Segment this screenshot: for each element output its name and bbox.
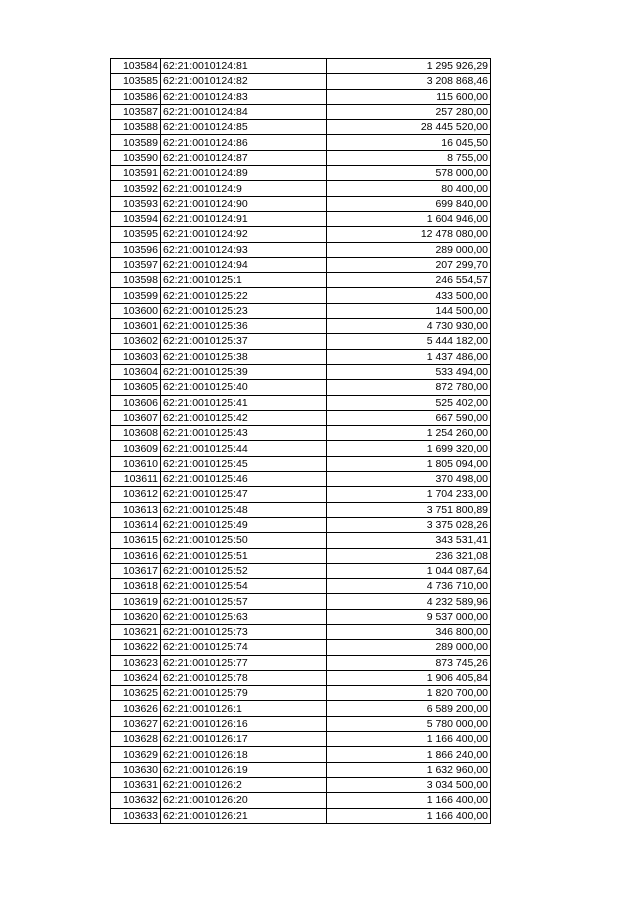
table-row: [111, 701, 491, 716]
value-cell: 144 500,00: [327, 303, 491, 318]
table-row: [111, 609, 491, 624]
value-cell: 1 866 240,00: [327, 747, 491, 762]
value-cell: 667 590,00: [327, 410, 491, 425]
value-cell: 699 840,00: [327, 196, 491, 211]
table-row: [111, 257, 491, 272]
row-id-cell: 103596: [111, 242, 161, 257]
row-id-cell: 103599: [111, 288, 161, 303]
cadastral-number-cell: 62:21:0010125:46: [161, 472, 327, 487]
cadastral-number-cell: 62:21:0010124:92: [161, 227, 327, 242]
value-cell: 6 589 200,00: [327, 701, 491, 716]
value-cell: 80 400,00: [327, 181, 491, 196]
row-id-cell: 103630: [111, 762, 161, 777]
value-cell: 1 295 926,29: [327, 59, 491, 74]
table-row: [111, 59, 491, 74]
cadastral-number-cell: 62:21:0010126:17: [161, 732, 327, 747]
row-id-cell: 103597: [111, 257, 161, 272]
table-row: [111, 211, 491, 226]
row-id-cell: 103618: [111, 579, 161, 594]
row-id-cell: 103607: [111, 410, 161, 425]
table-row: [111, 196, 491, 211]
row-id-cell: 103628: [111, 732, 161, 747]
table-row: [111, 166, 491, 181]
value-cell: 9 537 000,00: [327, 609, 491, 624]
value-cell: 578 000,00: [327, 166, 491, 181]
value-cell: 115 600,00: [327, 89, 491, 104]
cadastral-number-cell: 62:21:0010125:49: [161, 517, 327, 532]
row-id-cell: 103601: [111, 319, 161, 334]
table-row: [111, 762, 491, 777]
table-row: [111, 487, 491, 502]
cadastral-number-cell: 62:21:0010125:44: [161, 441, 327, 456]
cadastral-number-cell: 62:21:0010124:81: [161, 59, 327, 74]
value-cell: 3 034 500,00: [327, 777, 491, 792]
row-id-cell: 103621: [111, 624, 161, 639]
cadastral-number-cell: 62:21:0010125:50: [161, 533, 327, 548]
cadastral-number-cell: 62:21:0010125:40: [161, 380, 327, 395]
value-cell: 533 494,00: [327, 364, 491, 379]
row-id-cell: 103613: [111, 502, 161, 517]
cadastral-number-cell: 62:21:0010126:16: [161, 716, 327, 731]
table-row: [111, 502, 491, 517]
row-id-cell: 103632: [111, 793, 161, 808]
table-row: [111, 89, 491, 104]
table-row: [111, 242, 491, 257]
row-id-cell: 103609: [111, 441, 161, 456]
table-row: [111, 441, 491, 456]
table-row: [111, 747, 491, 762]
cadastral-number-cell: 62:21:0010124:9: [161, 181, 327, 196]
value-cell: 1 632 960,00: [327, 762, 491, 777]
cadastral-number-cell: 62:21:0010125:54: [161, 579, 327, 594]
row-id-cell: 103617: [111, 563, 161, 578]
row-id-cell: 103610: [111, 456, 161, 471]
table-row: [111, 426, 491, 441]
row-id-cell: 103594: [111, 211, 161, 226]
value-cell: 5 444 182,00: [327, 334, 491, 349]
cadastral-number-cell: 62:21:0010125:22: [161, 288, 327, 303]
cadastral-number-cell: 62:21:0010126:1: [161, 701, 327, 716]
table-row: [111, 808, 491, 823]
cadastral-number-cell: 62:21:0010125:77: [161, 655, 327, 670]
value-cell: 1 166 400,00: [327, 732, 491, 747]
cadastral-number-cell: 62:21:0010125:39: [161, 364, 327, 379]
row-id-cell: 103612: [111, 487, 161, 502]
cadastral-number-cell: 62:21:0010124:85: [161, 120, 327, 135]
table-row: [111, 181, 491, 196]
table-row: [111, 517, 491, 532]
row-id-cell: 103629: [111, 747, 161, 762]
row-id-cell: 103606: [111, 395, 161, 410]
cadastral-number-cell: 62:21:0010126:18: [161, 747, 327, 762]
value-cell: 433 500,00: [327, 288, 491, 303]
cadastral-number-cell: 62:21:0010124:93: [161, 242, 327, 257]
row-id-cell: 103611: [111, 472, 161, 487]
value-cell: 236 321,08: [327, 548, 491, 563]
cadastral-number-cell: 62:21:0010125:47: [161, 487, 327, 502]
cadastral-number-cell: 62:21:0010124:94: [161, 257, 327, 272]
value-cell: 1 254 260,00: [327, 426, 491, 441]
table-row: [111, 227, 491, 242]
value-cell: 3 751 800,89: [327, 502, 491, 517]
row-id-cell: 103595: [111, 227, 161, 242]
value-cell: 1 166 400,00: [327, 808, 491, 823]
value-cell: 1 820 700,00: [327, 686, 491, 701]
row-id-cell: 103587: [111, 104, 161, 119]
cadastral-number-cell: 62:21:0010125:43: [161, 426, 327, 441]
value-cell: 4 736 710,00: [327, 579, 491, 594]
row-id-cell: 103589: [111, 135, 161, 150]
row-id-cell: 103625: [111, 686, 161, 701]
cadastral-number-cell: 62:21:0010126:21: [161, 808, 327, 823]
value-cell: 1 166 400,00: [327, 793, 491, 808]
table-row: [111, 640, 491, 655]
row-id-cell: 103590: [111, 150, 161, 165]
table-row: [111, 594, 491, 609]
row-id-cell: 103623: [111, 655, 161, 670]
value-cell: 28 445 520,00: [327, 120, 491, 135]
value-cell: 1 604 946,00: [327, 211, 491, 226]
cadastral-number-cell: 62:21:0010126:19: [161, 762, 327, 777]
row-id-cell: 103602: [111, 334, 161, 349]
table-row: [111, 533, 491, 548]
cadastral-number-cell: 62:21:0010125:63: [161, 609, 327, 624]
value-cell: 3 375 028,26: [327, 517, 491, 532]
table-row: [111, 273, 491, 288]
table-row: [111, 135, 491, 150]
row-id-cell: 103605: [111, 380, 161, 395]
table-row: [111, 364, 491, 379]
table-row: [111, 334, 491, 349]
cadastral-number-cell: 62:21:0010125:45: [161, 456, 327, 471]
value-cell: 1 437 486,00: [327, 349, 491, 364]
value-cell: 257 280,00: [327, 104, 491, 119]
cadastral-number-cell: 62:21:0010126:20: [161, 793, 327, 808]
cadastral-number-cell: 62:21:0010125:37: [161, 334, 327, 349]
row-id-cell: 103624: [111, 670, 161, 685]
value-cell: 1 704 233,00: [327, 487, 491, 502]
cadastral-number-cell: 62:21:0010125:48: [161, 502, 327, 517]
cadastral-number-cell: 62:21:0010126:2: [161, 777, 327, 792]
row-id-cell: 103616: [111, 548, 161, 563]
row-id-cell: 103614: [111, 517, 161, 532]
table-row: [111, 150, 491, 165]
value-cell: 289 000,00: [327, 640, 491, 655]
table-row: [111, 74, 491, 89]
table-row: [111, 655, 491, 670]
row-id-cell: 103631: [111, 777, 161, 792]
table-row: [111, 548, 491, 563]
value-cell: 207 299,70: [327, 257, 491, 272]
table-row: [111, 349, 491, 364]
cadastral-number-cell: 62:21:0010125:38: [161, 349, 327, 364]
table-row: [111, 410, 491, 425]
table-row: [111, 120, 491, 135]
table-row: [111, 456, 491, 471]
row-id-cell: 103585: [111, 74, 161, 89]
cadastral-number-cell: 62:21:0010124:84: [161, 104, 327, 119]
value-cell: 1 906 405,84: [327, 670, 491, 685]
cadastral-number-cell: 62:21:0010125:73: [161, 624, 327, 639]
table-row: [111, 716, 491, 731]
cadastral-number-cell: 62:21:0010124:89: [161, 166, 327, 181]
row-id-cell: 103591: [111, 166, 161, 181]
table-row: [111, 732, 491, 747]
row-id-cell: 103586: [111, 89, 161, 104]
value-cell: 1 699 320,00: [327, 441, 491, 456]
row-id-cell: 103593: [111, 196, 161, 211]
row-id-cell: 103598: [111, 273, 161, 288]
value-cell: 872 780,00: [327, 380, 491, 395]
value-cell: 873 745,26: [327, 655, 491, 670]
value-cell: 343 531,41: [327, 533, 491, 548]
value-cell: 4 730 930,00: [327, 319, 491, 334]
cadastral-number-cell: 62:21:0010124:90: [161, 196, 327, 211]
cadastral-number-cell: 62:21:0010125:52: [161, 563, 327, 578]
value-cell: 525 402,00: [327, 395, 491, 410]
table-row: [111, 380, 491, 395]
row-id-cell: 103622: [111, 640, 161, 655]
row-id-cell: 103627: [111, 716, 161, 731]
table-row: [111, 104, 491, 119]
row-id-cell: 103592: [111, 181, 161, 196]
value-cell: 12 478 080,00: [327, 227, 491, 242]
table-row: [111, 670, 491, 685]
table-row: [111, 472, 491, 487]
cadastral-number-cell: 62:21:0010125:74: [161, 640, 327, 655]
value-cell: 8 755,00: [327, 150, 491, 165]
table-row: [111, 579, 491, 594]
cadastral-number-cell: 62:21:0010124:91: [161, 211, 327, 226]
cadastral-number-cell: 62:21:0010125:36: [161, 319, 327, 334]
table-row: [111, 624, 491, 639]
cadastral-number-cell: 62:21:0010125:78: [161, 670, 327, 685]
table-row: [111, 777, 491, 792]
cadastral-value-table: [110, 58, 491, 824]
table-body: [111, 59, 491, 824]
table-row: [111, 686, 491, 701]
value-cell: 5 780 000,00: [327, 716, 491, 731]
row-id-cell: 103615: [111, 533, 161, 548]
table-row: [111, 793, 491, 808]
value-cell: 346 800,00: [327, 624, 491, 639]
row-id-cell: 103588: [111, 120, 161, 135]
cadastral-number-cell: 62:21:0010125:1: [161, 273, 327, 288]
row-id-cell: 103633: [111, 808, 161, 823]
cadastral-number-cell: 62:21:0010125:42: [161, 410, 327, 425]
row-id-cell: 103584: [111, 59, 161, 74]
row-id-cell: 103619: [111, 594, 161, 609]
row-id-cell: 103600: [111, 303, 161, 318]
cadastral-number-cell: 62:21:0010125:57: [161, 594, 327, 609]
value-cell: 4 232 589,96: [327, 594, 491, 609]
cadastral-number-cell: 62:21:0010124:86: [161, 135, 327, 150]
value-cell: 370 498,00: [327, 472, 491, 487]
table-row: [111, 319, 491, 334]
row-id-cell: 103603: [111, 349, 161, 364]
cadastral-number-cell: 62:21:0010124:83: [161, 89, 327, 104]
value-cell: 1 044 087,64: [327, 563, 491, 578]
table-row: [111, 395, 491, 410]
row-id-cell: 103620: [111, 609, 161, 624]
row-id-cell: 103626: [111, 701, 161, 716]
table-row: [111, 288, 491, 303]
row-id-cell: 103604: [111, 364, 161, 379]
cadastral-number-cell: 62:21:0010125:41: [161, 395, 327, 410]
cadastral-number-cell: 62:21:0010125:51: [161, 548, 327, 563]
row-id-cell: 103608: [111, 426, 161, 441]
table-row: [111, 563, 491, 578]
value-cell: 1 805 094,00: [327, 456, 491, 471]
table-row: [111, 303, 491, 318]
value-cell: 16 045,50: [327, 135, 491, 150]
value-cell: 3 208 868,46: [327, 74, 491, 89]
cadastral-number-cell: 62:21:0010125:23: [161, 303, 327, 318]
cadastral-number-cell: 62:21:0010125:79: [161, 686, 327, 701]
cadastral-number-cell: 62:21:0010124:82: [161, 74, 327, 89]
value-cell: 289 000,00: [327, 242, 491, 257]
value-cell: 246 554,57: [327, 273, 491, 288]
cadastral-number-cell: 62:21:0010124:87: [161, 150, 327, 165]
